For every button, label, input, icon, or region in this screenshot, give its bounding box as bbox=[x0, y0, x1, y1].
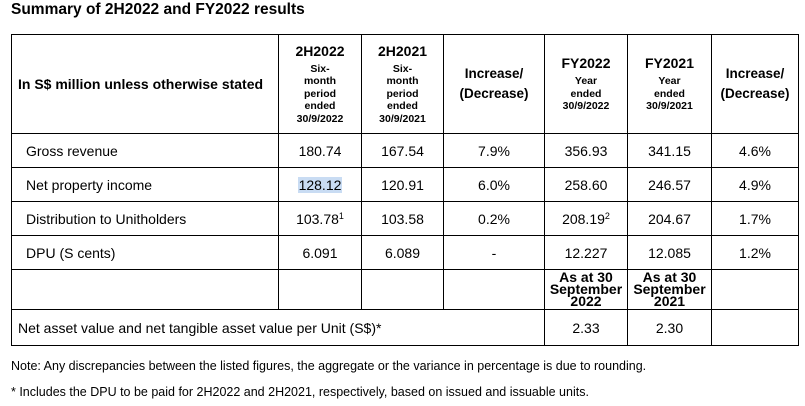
cell-value: 12.227 bbox=[545, 236, 628, 270]
row-label: Gross revenue bbox=[12, 134, 279, 168]
footnote-marker: 1 bbox=[338, 210, 344, 221]
cell-value bbox=[279, 168, 362, 202]
nav-fy2021: 2.30 bbox=[628, 310, 712, 346]
empty-cell bbox=[712, 270, 799, 310]
cell-value: 7.9% bbox=[444, 134, 545, 168]
row-label: DPU (S cents) bbox=[12, 236, 279, 270]
as-at-fy2021: As at 30 September 2021 bbox=[628, 270, 712, 310]
cell-value: 6.089 bbox=[362, 236, 444, 270]
rounding-note: Note: Any discrepancies between the listed figures, the aggregate or the variance in percentage is due to rounding. bbox=[11, 359, 647, 373]
cell-value: 103.78$^1$ bbox=[279, 202, 362, 236]
table-row bbox=[12, 236, 799, 270]
col-fy2021-header: FY2021 Year ended 30/9/2021 bbox=[628, 35, 712, 134]
cell-value: 1.7% bbox=[712, 202, 799, 236]
table-row bbox=[12, 134, 799, 168]
cell-value: 204.67 bbox=[628, 202, 712, 236]
cell-value: 341.15 bbox=[628, 134, 712, 168]
col-2h2021-header: 2H2021 Six- month period ended 30/9/2021 bbox=[362, 35, 444, 134]
as-at-row bbox=[12, 270, 799, 310]
empty-cell bbox=[279, 270, 362, 310]
cell-value: 0.2% bbox=[444, 202, 545, 236]
header-label: In S$ million unless otherwise stated bbox=[12, 35, 279, 134]
header-row bbox=[12, 35, 799, 134]
col-half-change-header: Increase/ (Decrease) bbox=[444, 35, 545, 134]
table-row bbox=[12, 168, 799, 202]
results-table bbox=[11, 34, 799, 346]
footnote-marker: 2 bbox=[604, 210, 610, 221]
col-fy2022-header: FY2022 Year ended 30/9/2022 bbox=[545, 35, 628, 134]
cell-value: 1.2% bbox=[712, 236, 799, 270]
selected-text-highlight[interactable]: 128.12 bbox=[298, 176, 342, 193]
col-2h2022-header: 2H2022 Six- month period ended 30/9/2022 bbox=[279, 35, 362, 134]
nav-label: Net asset value and net tangible asset value per Unit (S$)* bbox=[12, 310, 545, 346]
cell-value: 356.93 bbox=[545, 134, 628, 168]
table-row bbox=[12, 202, 799, 236]
nav-fy2022: 2.33 bbox=[545, 310, 628, 346]
cell-value: 208.19$^2$ bbox=[545, 202, 628, 236]
row-label: Distribution to Unitholders bbox=[12, 202, 279, 236]
cell-value: 103.58 bbox=[362, 202, 444, 236]
cell-value: 167.54 bbox=[362, 134, 444, 168]
cell-value: 180.74 bbox=[279, 134, 362, 168]
cell-value: 6.0% bbox=[444, 168, 545, 202]
empty-cell bbox=[12, 270, 279, 310]
page-title: Summary of 2H2022 and FY2022 results bbox=[11, 1, 305, 18]
cell-value: 6.091 bbox=[279, 236, 362, 270]
row-label: Net property income bbox=[12, 168, 279, 202]
empty-cell bbox=[362, 270, 444, 310]
cell-value: 4.6% bbox=[712, 134, 799, 168]
cell-value: 120.91 bbox=[362, 168, 444, 202]
empty-cell bbox=[712, 310, 799, 346]
cell-value: 258.60 bbox=[545, 168, 628, 202]
empty-cell bbox=[444, 270, 545, 310]
col-fy-change-header: Increase/ (Decrease) bbox=[712, 35, 799, 134]
cell-value: 4.9% bbox=[712, 168, 799, 202]
as-at-fy2022: As at 30 September 2022 bbox=[545, 270, 628, 310]
cell-value: 12.085 bbox=[628, 236, 712, 270]
dpu-footnote: * Includes the DPU to be paid for 2H2022 and 2H2021, respectively, based on issued and issuable units. bbox=[11, 385, 589, 399]
cell-value: 246.57 bbox=[628, 168, 712, 202]
nav-row bbox=[12, 310, 799, 346]
cell-value: - bbox=[444, 236, 545, 270]
